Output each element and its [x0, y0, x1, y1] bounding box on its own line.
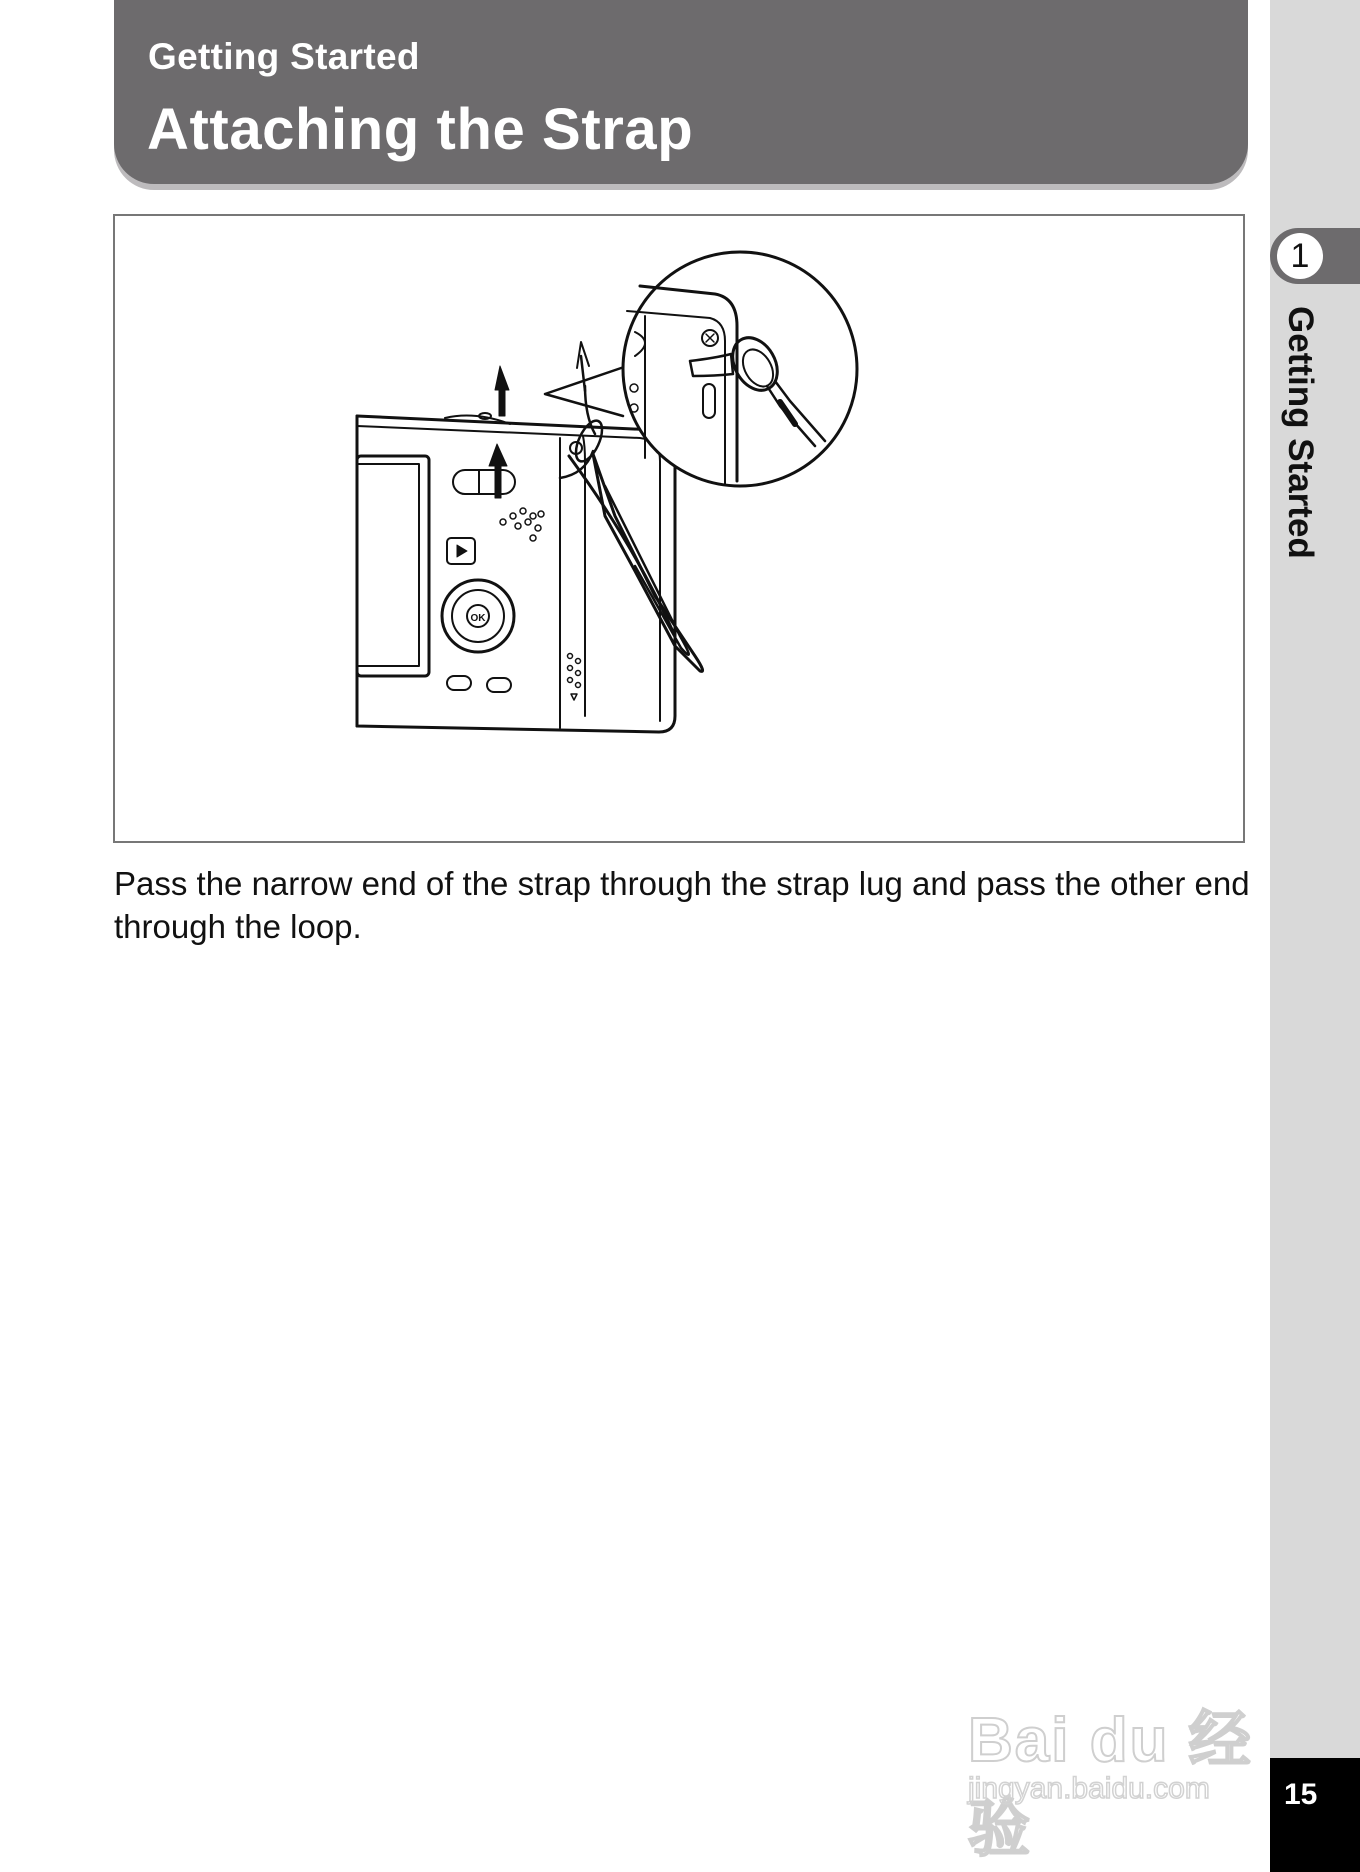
strap-illustration-frame [113, 214, 1245, 843]
page-number: 15 [1284, 1778, 1318, 1811]
chapter-header-banner [114, 0, 1248, 184]
chapter-number: 1 [1277, 233, 1323, 279]
side-tab-label: Getting Started [1281, 306, 1320, 559]
camera-strap-illustration [115, 216, 1243, 841]
section-label: Getting Started [148, 36, 420, 77]
page-title: Attaching the Strap [147, 97, 694, 162]
page-number-box [1270, 1758, 1360, 1872]
watermark [968, 1660, 1268, 1864]
watermark-url: jingyan.baidu.com [968, 1772, 1210, 1805]
ok-button-label: OK [470, 613, 486, 624]
arrow-up-icon [495, 366, 509, 416]
watermark-brand: Bai du 经验 [968, 1706, 1253, 1864]
chapter-number-tab [1270, 228, 1360, 284]
instruction-text: Pass the narrow end of the strap through the strap lug and pass the other end through the loop. [114, 865, 1250, 945]
